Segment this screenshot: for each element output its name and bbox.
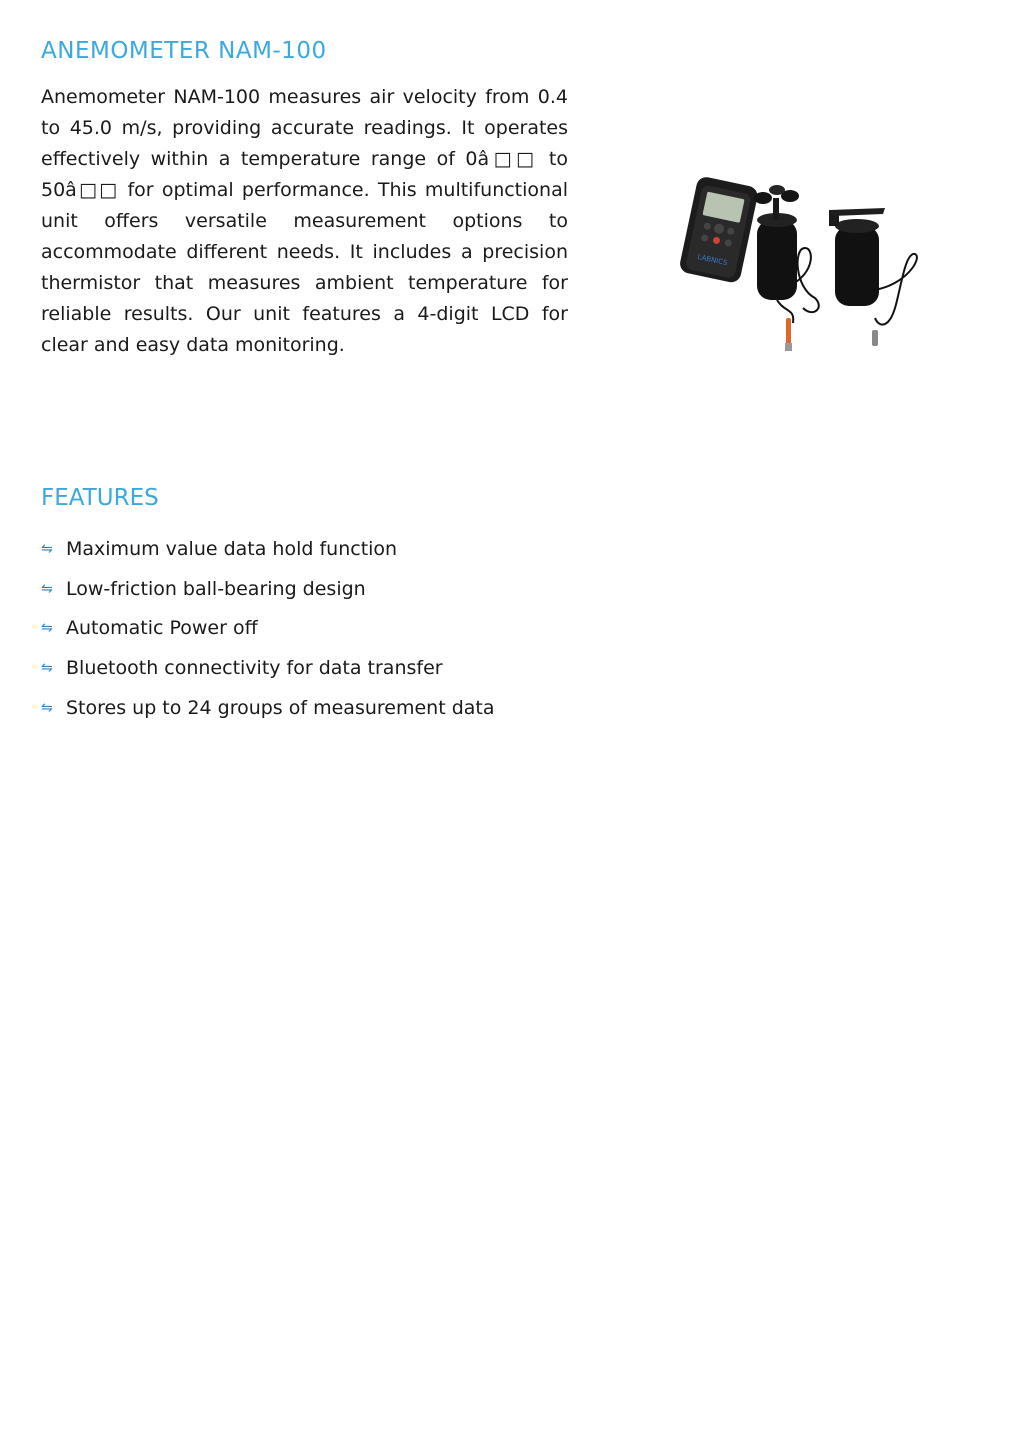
feature-item [41, 688, 495, 728]
anemometer-product-photo [665, 158, 935, 358]
double-arrow-bullet-icon: ⇋ [41, 580, 53, 597]
feature-text: Automatic Power off [66, 617, 258, 640]
feature-text: Stores up to 24 groups of measurement data [66, 696, 495, 719]
product-title: ANEMOMETER NAM-100 [41, 38, 327, 64]
double-arrow-bullet-icon: ⇋ [41, 540, 53, 557]
features-list [41, 529, 495, 727]
double-arrow-bullet-icon: ⇋ [41, 659, 53, 676]
double-arrow-bullet-icon: ⇋ [41, 620, 53, 637]
feature-item [41, 648, 495, 688]
svg-text:LABNICS: LABNICS [696, 253, 729, 268]
feature-item [41, 529, 495, 569]
features-heading: FEATURES [41, 485, 159, 511]
product-description: Anemometer NAM-100 measures air velocity from 0.4 to 45.0 m/s, providing accurate readings. It operates effectively within a temperature range of 0â□□ to 50â□□ for optimal performance. This multifunctional unit offers versatile measurement options to accommodate different needs. It includes a precision thermistor that measures ambient temperature for reliable results. Our unit features a 4-digit LCD for clear and easy data monitoring. [41, 86, 568, 356]
feature-text: Maximum value data hold function [66, 537, 398, 560]
feature-text: Bluetooth connectivity for data transfer [66, 656, 443, 679]
feature-text: Low-friction ball-bearing design [66, 577, 366, 600]
feature-item [41, 569, 495, 609]
double-arrow-bullet-icon: ⇋ [41, 699, 53, 716]
feature-item [41, 608, 495, 648]
